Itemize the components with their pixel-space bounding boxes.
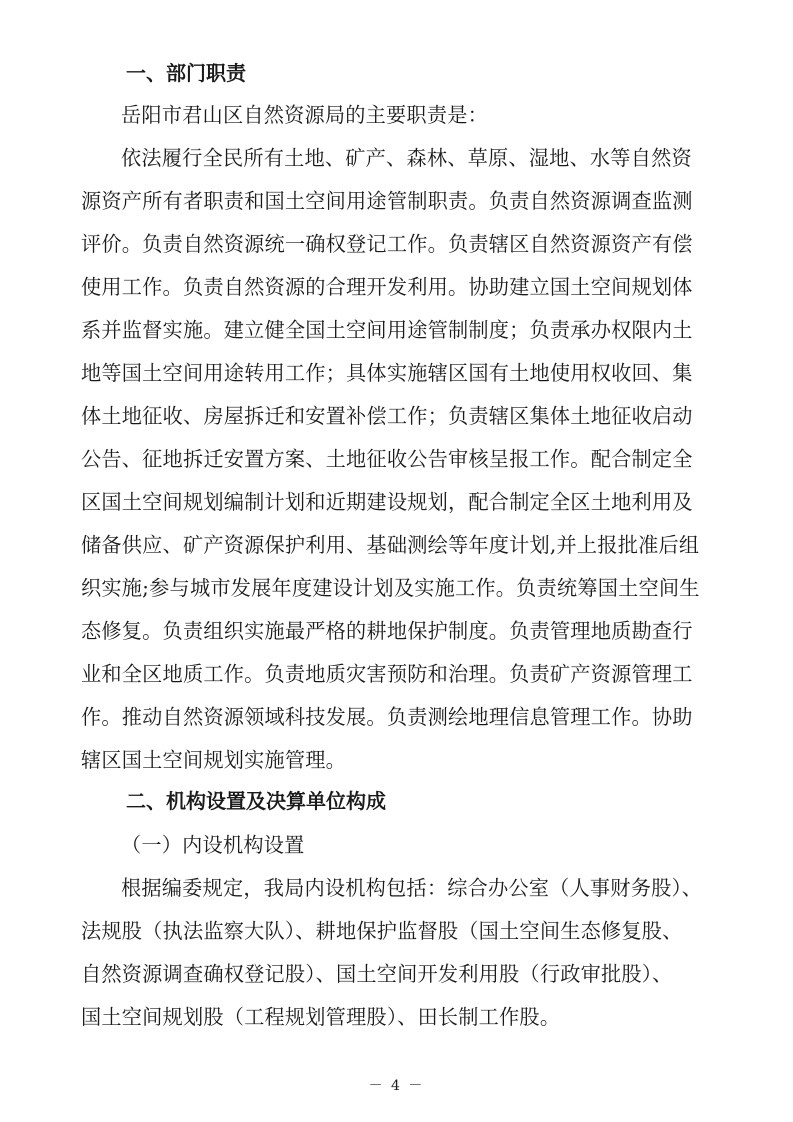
- paragraph-line: 业和全区地质工作。负责地质灾害预防和治理。负责矿产资源管理工: [81, 662, 693, 686]
- section-2-subheading: （一）内设机构设置: [121, 833, 305, 857]
- paragraph-line: 自然资源调查确权登记股）、国土空间开发利用股（行政审批股）、: [81, 962, 673, 986]
- paragraph-line: 织实施;参与城市发展年度建设计划及实施工作。负责统筹国土空间生: [81, 576, 700, 600]
- paragraph-line: 依法履行全民所有土地、矿产、森林、草原、湿地、水等自然资: [121, 146, 692, 170]
- paragraph-line: 公告、征地拆迁安置方案、土地征收公告审核呈报工作。配合制定全: [81, 447, 693, 471]
- paragraph-line: 区国土空间规划编制计划和近期建设规划，配合制定全区土地利用及: [81, 490, 693, 514]
- paragraph-line: 根据编委规定，我局内设机构包括：综合办公室（人事财务股）、: [121, 876, 703, 900]
- paragraph-line: 系并监督实施。建立健全国土空间用途管制制度；负责承办权限内土: [81, 318, 693, 342]
- paragraph-line: 作。推动自然资源领域科技发展。负责测绘地理信息管理工作。协助: [81, 705, 693, 729]
- paragraph-line: 源资产所有者职责和国土空间用途管制职责。负责自然资源调查监测: [81, 189, 693, 213]
- paragraph-line: 评价。负责自然资源统一确权登记工作。负责辖区自然资源资产有偿: [81, 232, 693, 256]
- paragraph-line: 态修复。负责组织实施最严格的耕地保护制度。负责管理地质勘查行: [81, 619, 693, 643]
- page-number: － 4 －: [368, 1078, 425, 1094]
- paragraph-line: 地等国土空间用途转用工作；具体实施辖区国有土地使用权收回、集: [81, 361, 693, 385]
- paragraph-line: 辖区国土空间规划实施管理。: [81, 748, 347, 772]
- section-2-heading: 二、机构设置及决算单位构成: [126, 789, 386, 813]
- paragraph-line: 体土地征收、房屋拆迁和安置补偿工作；负责辖区集体土地征收启动: [81, 404, 693, 428]
- section-1-heading: 一、部门职责: [126, 61, 246, 85]
- paragraph-line: 储备供应、矿产资源保护利用、基础测绘等年度计划,并上报批准后组: [81, 533, 700, 557]
- section-1-intro: 岳阳市君山区自然资源局的主要职责是：: [121, 103, 488, 127]
- paragraph-line: 法规股（执法监察大队）、耕地保护监督股（国土空间生态修复股、: [81, 919, 683, 943]
- paragraph-line: 国土空间规划股（工程规划管理股）、田长制工作股。: [81, 1005, 561, 1029]
- paragraph-line: 使用工作。负责自然资源的合理开发利用。协助建立国土空间规划体: [81, 275, 693, 299]
